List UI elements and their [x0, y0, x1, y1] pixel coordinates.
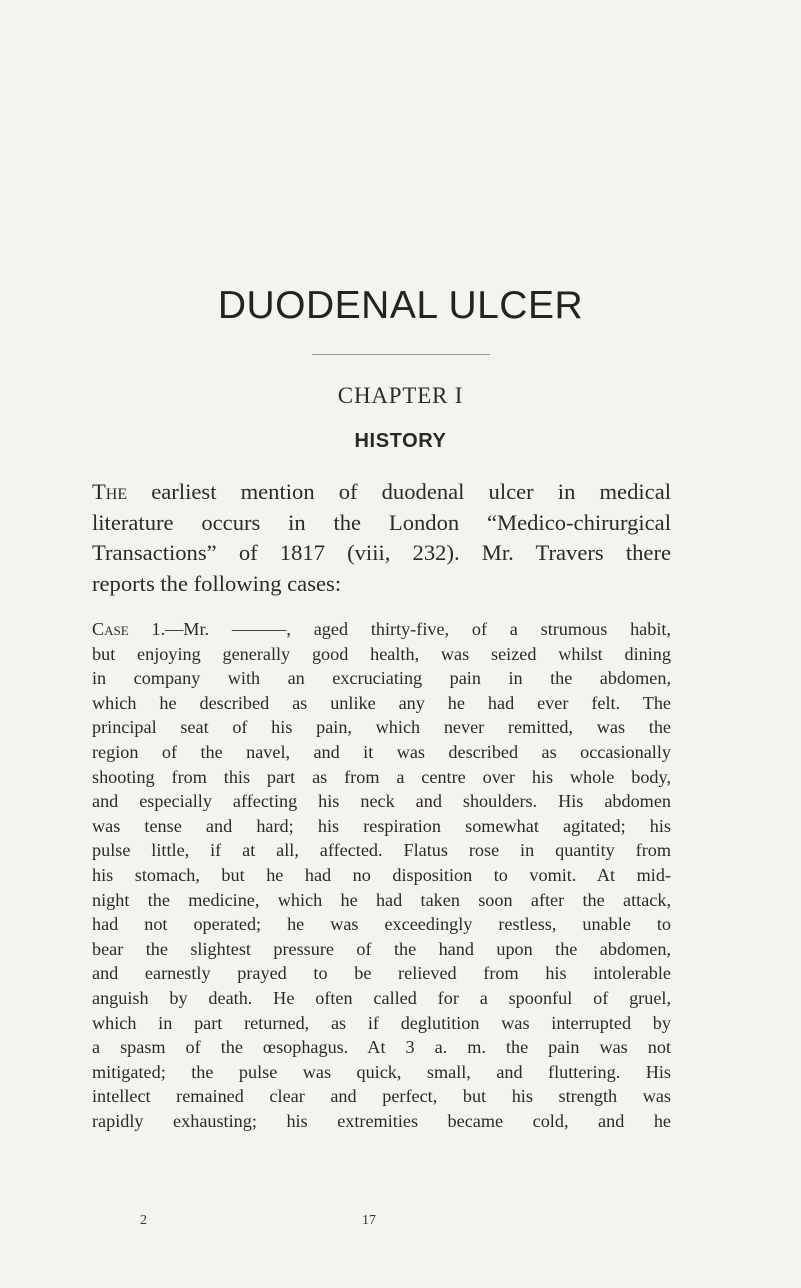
case-line: mitigated; the pulse was quick, small, and fluttering. His: [92, 1061, 671, 1082]
book-title: DUODENAL ULCER: [217, 284, 584, 327]
intro-line: Transactions” of 1817 (viii, 232). Mr. Travers there: [92, 540, 671, 565]
case-line: rapidly exhausting; his extremities became cold, and he: [92, 1110, 671, 1131]
case-line: anguish by death. He often called for a spoonful of gruel,: [92, 987, 671, 1008]
case-line: [92, 617, 671, 642]
case-line: was tense and hard; his respiration somewhat agitated; his: [92, 815, 671, 836]
case-line: in company with an excruciating pain in the abdomen,: [92, 668, 671, 689]
case-line: had not operated; he was exceedingly restless, unable to: [92, 914, 671, 935]
chapter-label: CHAPTER I: [337, 383, 464, 408]
case-line: his stomach, but he had no disposition to vomit. At mid-: [92, 864, 671, 885]
intro-paragraph: [92, 477, 671, 599]
case-line: shooting from this part as from a centre over his whole body,: [92, 766, 671, 787]
intro-line: literature occurs in the London “Medico-chirurgical: [92, 509, 671, 535]
case-1-paragraph: [92, 617, 671, 1133]
case-line: principal seat of his pain, which never remitted, was the: [92, 717, 671, 738]
case-line: bear the slightest pressure of the hand upon the abdomen,: [92, 938, 671, 959]
title-divider: [312, 354, 490, 355]
case-line-text: 1.—Mr. ———, aged thirty-five, of a strumous habit,: [128, 619, 671, 639]
case-line: intellect remained clear and perfect, but his strength was: [92, 1086, 671, 1107]
case-line: night the medicine, which he had taken soon after the attack,: [92, 889, 671, 910]
intro-line-text: earliest mention of duodenal ulcer in medical: [127, 479, 671, 504]
section-heading: HISTORY: [354, 430, 447, 452]
case-line: a spasm of the œsophagus. At 3 a. m. the pain was not: [92, 1037, 671, 1058]
intro-line: [92, 477, 671, 508]
case-line: region of the navel, and it was described as occasionally: [92, 741, 671, 762]
case-line: but enjoying generally good health, was seized whilst dining: [92, 643, 671, 664]
signature-mark: 2: [140, 1213, 147, 1228]
case-line: which in part returned, as if deglutition was interrupted by: [92, 1012, 671, 1033]
case-line: and earnestly prayed to be relieved from his intolerable: [92, 963, 671, 984]
case-line: which he described as unlike any he had ever felt. The: [92, 692, 671, 713]
case-lead-word: Case: [92, 619, 129, 639]
intro-lead-word: The: [92, 479, 128, 504]
intro-line: reports the following cases:: [92, 570, 342, 596]
case-line: and especially affecting his neck and shoulders. His abdomen: [92, 791, 671, 812]
case-line: pulse little, if at all, affected. Flatus rose in quantity from: [92, 840, 671, 861]
page-number: 17: [362, 1213, 376, 1228]
